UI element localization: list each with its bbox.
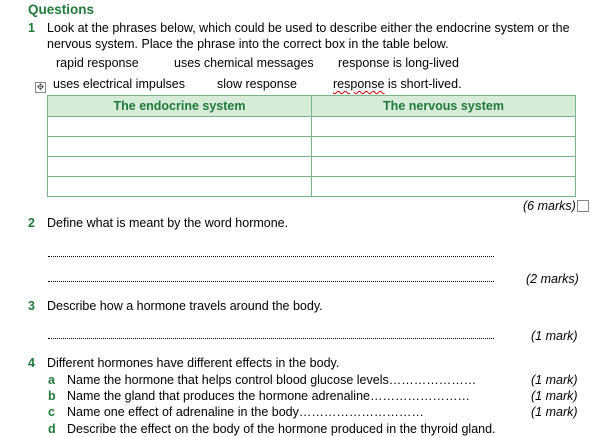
- question-4b-letter: b: [48, 389, 56, 403]
- question-4-number: 4: [28, 356, 35, 370]
- question-4-text: Different hormones have different effects in the body.: [47, 356, 340, 370]
- question-1-number: 1: [28, 21, 35, 35]
- question-1-text-line-2: nervous system. Place the phrase into the correct box in the table below.: [47, 37, 449, 51]
- phrase-rapid-response: rapid response: [56, 56, 139, 70]
- phrase-uses-electrical-impulses: uses electrical impulses: [53, 77, 185, 91]
- table-cell-endocrine[interactable]: [48, 137, 312, 157]
- question-3-marks: (1 mark): [531, 329, 578, 343]
- table-row: [48, 157, 576, 177]
- question-4c-letter: c: [48, 405, 55, 419]
- table-header-endocrine: The endocrine system: [48, 96, 312, 117]
- table-cell-nervous[interactable]: [312, 157, 576, 177]
- question-2-number: 2: [28, 216, 35, 230]
- table-cell-nervous[interactable]: [312, 177, 576, 197]
- phrase-response-short-lived: [333, 77, 462, 91]
- answer-line[interactable]: [48, 281, 494, 282]
- table-header-nervous: The nervous system: [312, 96, 576, 117]
- question-4a-marks: (1 mark): [531, 373, 578, 387]
- phrase-slow-response: slow response: [217, 77, 297, 91]
- endocrine-nervous-table: [47, 95, 576, 197]
- table-cell-nervous[interactable]: [312, 137, 576, 157]
- answer-line[interactable]: [48, 338, 494, 339]
- question-4c-text: Name one effect of adrenaline in the body…………………………: [67, 405, 424, 419]
- question-4b-marks: (1 mark): [531, 389, 578, 403]
- question-1-marks: (6 marks): [523, 199, 576, 213]
- question-4d-text: Describe the effect on the body of the hormone produced in the thyroid gland.: [67, 422, 496, 436]
- answer-line[interactable]: [48, 256, 494, 257]
- phrase-response-long-lived: response is long-lived: [338, 56, 459, 70]
- table-resize-handle-icon[interactable]: [577, 200, 589, 212]
- question-4a-letter: a: [48, 373, 55, 387]
- phrase-uses-chemical-messages: uses chemical messages: [174, 56, 314, 70]
- table-move-handle-icon[interactable]: ✥: [36, 82, 45, 92]
- question-2-marks: (2 marks): [526, 272, 579, 286]
- question-3-number: 3: [28, 299, 35, 313]
- question-1-text-line-1: Look at the phrases below, which could be used to describe either the endocrine system or the: [47, 21, 570, 35]
- question-4b-text: Name the gland that produces the hormone adrenaline……………………: [67, 389, 470, 403]
- phrase-response-short-lived-rest: is short-lived.: [384, 77, 462, 91]
- table-cell-endocrine[interactable]: [48, 117, 312, 137]
- table-row: [48, 177, 576, 197]
- question-3-text: Describe how a hormone travels around the body.: [47, 299, 323, 313]
- question-4a-text: Name the hormone that helps control blood glucose levels…………………: [67, 373, 477, 387]
- table-cell-endocrine[interactable]: [48, 177, 312, 197]
- table-cell-nervous[interactable]: [312, 117, 576, 137]
- question-2-text: Define what is meant by the word hormone.: [47, 216, 289, 230]
- spellcheck-underlined-word: response: [333, 77, 385, 91]
- question-4c-marks: (1 mark): [531, 405, 578, 419]
- table-row: [48, 137, 576, 157]
- section-heading: Questions: [28, 2, 95, 17]
- question-4d-letter: d: [48, 422, 56, 436]
- table-row: [48, 117, 576, 137]
- table-cell-endocrine[interactable]: [48, 157, 312, 177]
